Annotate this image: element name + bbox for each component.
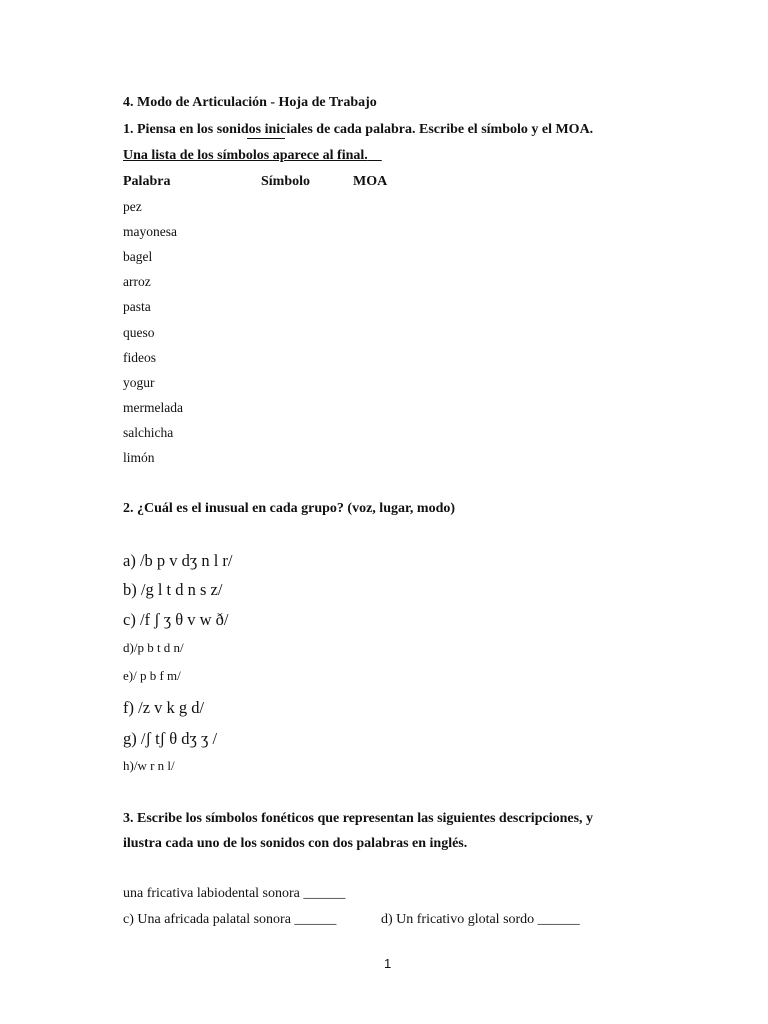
phoneme-group: a) /b p v dʒ n l r/ [123,551,233,570]
phoneme-group: e)/ p b f m/ [123,668,181,683]
word-item: yogur [123,375,155,390]
word-item: arroz [123,274,151,289]
word-item: limón [123,450,155,465]
section3-instruction-line2: ilustra cada uno de los sonidos con dos palabras en inglés. [123,836,468,851]
phoneme-group: g) /ʃ tʃ θ dʒ ʒ / [123,729,218,748]
section1-instruction: 1. Piensa en los sonidos iniciales de cada palabra. Escribe el símbolo y el MOA. [123,122,594,137]
column-header-symbol: Símbolo [261,174,311,189]
word-item: mayonesa [123,224,177,239]
phoneme-group: f) /z v k g d/ [123,698,205,717]
word-item: mermelada [123,400,183,415]
page-number: 1 [384,956,392,971]
column-header-moa: MOA [353,174,388,189]
word-item: fideos [123,350,156,365]
phoneme-group: b) /g l t d n s z/ [123,580,223,599]
section2-instruction: 2. ¿Cuál es el inusual en cada grupo? (voz, lugar, modo) [123,501,456,516]
description-item: d) Un fricativo glotal sordo ______ [381,912,580,927]
word-item: salchicha [123,425,174,440]
phoneme-group: c) /f ʃ ʒ θ v w ð/ [123,610,229,629]
section1-note: Una lista de los símbolos aparece al final. [123,148,368,163]
word-item: pez [123,199,142,214]
phoneme-group: h)/w r n l/ [123,758,175,773]
description-item: c) Una africada palatal sonora ______ [123,912,337,927]
phoneme-group: d)/p b t d n/ [123,640,184,655]
description-item: una fricativa labiodental sonora ______ [123,886,346,901]
column-header-word: Palabra [123,174,171,189]
worksheet-title: 4. Modo de Articulación - Hoja de Trabajo [123,95,377,110]
word-item: queso [123,325,155,340]
word-item: bagel [123,249,153,264]
section3-instruction-line1: 3. Escribe los símbolos fonéticos que representan las siguientes descripciones, y [123,811,594,826]
word-item: pasta [123,299,151,314]
underline-mark [247,138,285,139]
